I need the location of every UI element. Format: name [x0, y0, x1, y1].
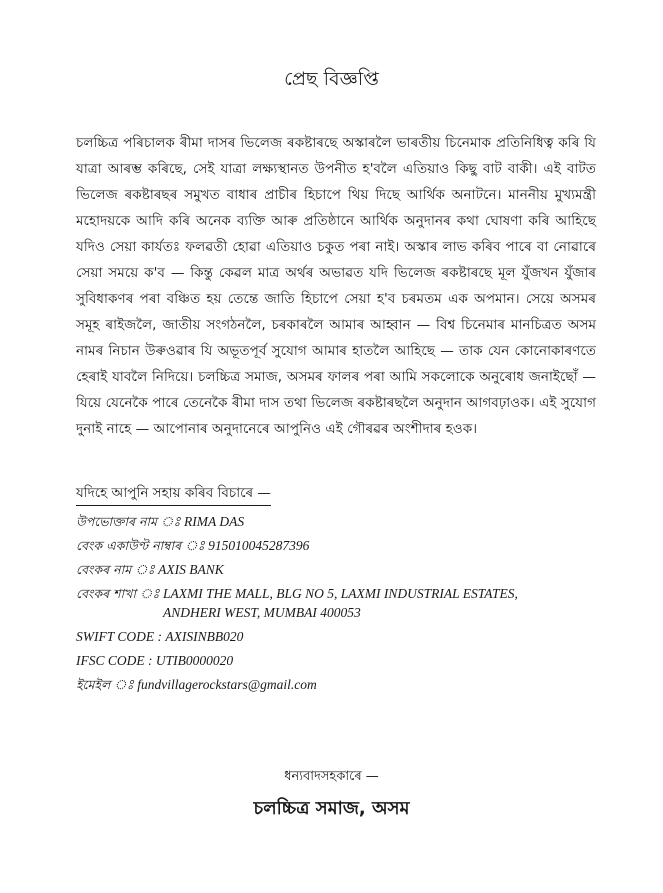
bank-branch-label: বেংকৰ শাখা: [76, 586, 137, 601]
email-value: fundvillagerockstars@gmail.com: [137, 677, 317, 692]
bank-name-value: AXIS BANK: [158, 562, 224, 577]
page-title: প্ৰেছ বিজ্ঞপ্তি: [284, 68, 379, 90]
bank-name-row: বেংকৰ নাম ঃ AXIS BANK: [76, 562, 224, 577]
closing-block: [0, 766, 663, 824]
beneficiary-name-row: উপভোক্তাৰ নাম ঃ RIMA DAS: [76, 514, 245, 529]
bank-branch-row: বেংকৰ শাখা ঃ LAXMI THE MALL, BLG NO 5, LAXMI INDUSTRIAL ESTATES, ANDHERI WEST, MUMBAI 400053: [76, 584, 616, 622]
beneficiary-name-label: উপভোক্তাৰ নাম: [76, 514, 157, 529]
ifsc-code-label: IFSC CODE: [76, 653, 145, 668]
ifsc-code-row: IFSC CODE : UTIB0000020: [76, 653, 234, 668]
beneficiary-name-value: RIMA DAS: [183, 514, 245, 529]
donation-heading: যদিহে আপুনি সহায় কৰিব বিচাৰে —: [76, 482, 271, 506]
organization-name: চলচ্চিত্ৰ সমাজ, অসম: [253, 798, 410, 819]
bank-branch-value: LAXMI THE MALL, BLG NO 5, LAXMI INDUSTRIAL ESTATES, ANDHERI WEST, MUMBAI 400053: [162, 586, 518, 620]
thanks-line: ধন্যবাদসহকাৰে —: [284, 769, 379, 784]
account-number-label: বেংক একাউণ্ট নাম্বাৰ: [76, 538, 182, 553]
bank-name-label: বেংকৰ নাম: [76, 562, 132, 577]
swift-code-value: AXISINBB020: [165, 629, 244, 644]
donation-details: [76, 482, 616, 699]
account-number-row: বেংক একাউণ্ট নাম্বাৰ ঃ 915010045287396: [76, 538, 310, 553]
swift-code-row: SWIFT CODE : AXISINBB020: [76, 629, 244, 644]
email-row: ইমেইল ঃ fundvillagerockstars@gmail.com: [76, 677, 317, 692]
appeal-paragraph: চলচ্চিত্ৰ পৰিচালক ৰীমা দাসৰ ভিলেজ ৰকষ্টাৰছে অস্কাৰলৈ ভাৰতীয় চিনেমাক প্ৰতিনিধিত্ব কৰি যি যাত্ৰা আৰম্ভ কৰিছে, সেই যাত্ৰা লক্ষ্যস্থানত উপনীত হ'বলৈ এতিয়াও কিছু বাট বাকী। এই বাটত ভিলেজ ৰকষ্টাৰছৰ সমুখত বাধাৰ প্ৰাচীৰ হিচাপে থিয় দিছে আৰ্থিক অনাটনে। মাননীয় মুখ্যমন্ত্ৰী মহোদয়কে আদি কৰি অনেক ব্যক্তি আৰু প্ৰতিষ্ঠানে আৰ্থিক অনুদানৰ কথা ঘোষণা কৰি আহিছে যদিও সেয়া কাৰ্যতঃ ফলৱতী হোৱা এতিয়াও চকুত পৰা নাই। অস্কাৰ লাভ কৰিব পাৰে বা নোৱাৰে সেয়া সময়ে ক'ব — কিন্তু কেৱল মাত্ৰ অৰ্থৰ অভাৱত যদি ভিলেজ ৰকষ্টাৰছে মূল যুঁজখন যুঁজাৰ সুবিধাকণৰ পৰা বঞ্চিত হয় তেন্তে জাতি হিচাপে সেয়া হ'ব চৰমতম এক অপমান। সেয়ে অসমৰ সমূহ ৰাইজলৈ, জাতীয় সংগঠনলৈ, চৰকাৰলৈ আমাৰ আহ্বান — বিশ্ব চিনেমাৰ মানচিত্ৰত অসম নামৰ নিচান উৰুওৱাৰ যি অভূতপূৰ্ব সুযোগ আমাৰ হাতলৈ আহিছে — তাক যেন কোনোকাৰণতে হেৰাই যাবলৈ নিদিয়ে। চলচ্চিত্ৰ সমাজ, অসমৰ ফালৰ পৰা আমি সকলোকে অনুৰোধ জনাইছোঁ — যিয়ে যেনেকৈ পাৰে তেনেকৈ ৰীমা দাস তথা ভিলেজ ৰকষ্টাৰছলৈ অনুদান আগবঢ়াওক। এই সুযোগ দুনাই নাহে — আপোনাৰ অনুদানেৰে আপুনিও এই গৌৰৱৰ অংশীদাৰ হওক।: [76, 135, 596, 437]
email-label: ইমেইল: [76, 677, 111, 692]
account-number-value: 915010045287396: [208, 538, 310, 553]
swift-code-label: SWIFT CODE: [76, 629, 155, 644]
ifsc-code-value: UTIB0000020: [155, 653, 234, 668]
